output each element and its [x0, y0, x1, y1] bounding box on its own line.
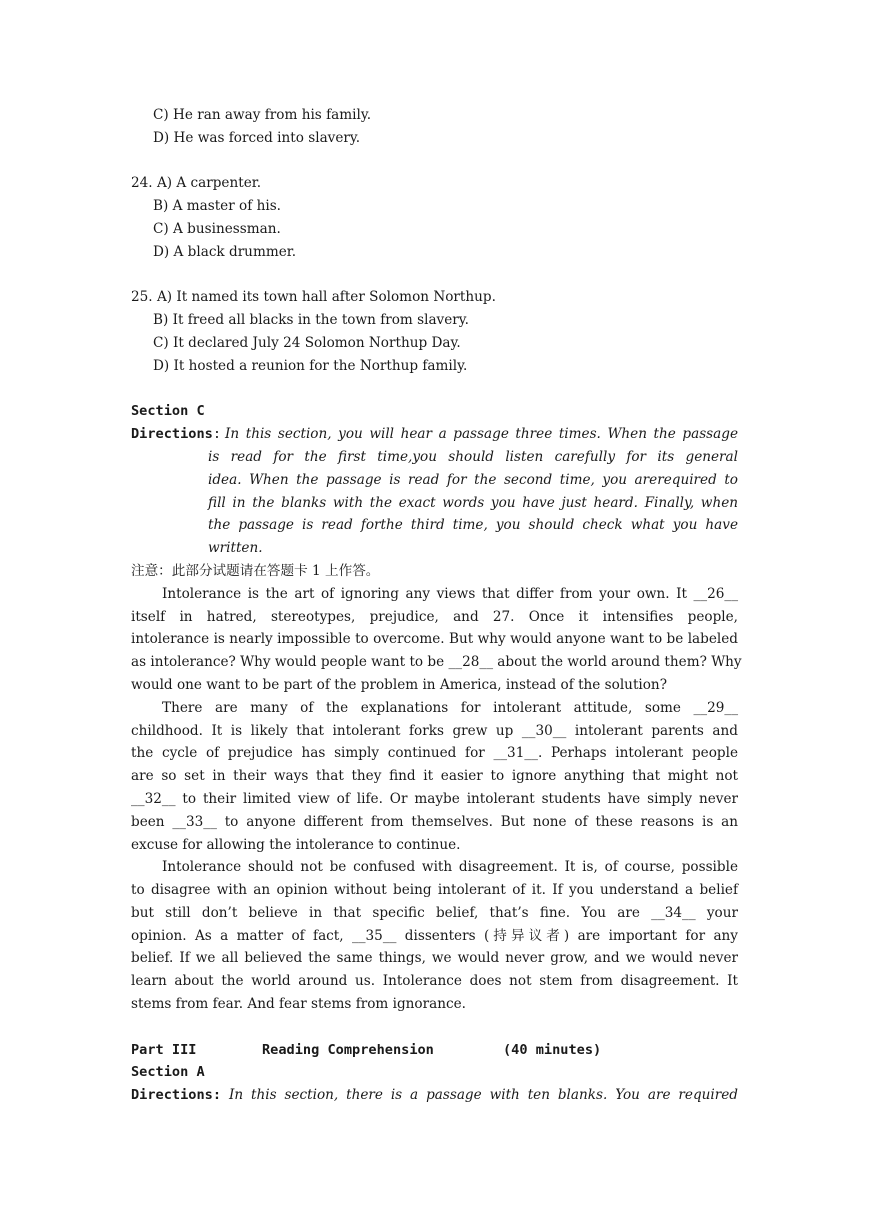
passage-line: itself in hatred, stereotypes, prejudice, and 27. Once it intensifies people,	[131, 608, 738, 625]
spacer	[131, 264, 738, 287]
passage-line: __32__ to their limited view of life. Or maybe intolerant students have simply never	[131, 790, 738, 807]
directions-continuation	[131, 446, 738, 560]
passage-line: learn about the world around us. Intolerance does not stem from disagreement. It	[131, 973, 738, 990]
passage-line: There are many of the explanations for intolerant attitude, some __29__	[162, 699, 738, 716]
directions-line: the passage is read forthe third time, you should check what you have	[208, 517, 738, 534]
q24-option-a: 24. A) A carpenter.	[131, 175, 262, 192]
section-a-directions	[131, 1084, 738, 1107]
directions-text	[221, 423, 738, 446]
q25-option-c: C) It declared July 24 Solomon Northup Day.	[153, 334, 461, 351]
q24-option-c: C) A businessman.	[153, 220, 281, 237]
passage-line: Intolerance is the art of ignoring any views that differ from your own. It __26__	[162, 585, 738, 602]
directions-text	[221, 1084, 738, 1107]
passage-line: stems from fear. And fear stems from ignorance.	[131, 996, 466, 1013]
passage-line: are so set in their ways that they find it easier to ignore anything that might not	[131, 768, 738, 785]
passage-line: but still don’t believe in that specific belief, that’s fine. You are __34__ your	[131, 904, 738, 921]
passage-line: opinion. As a matter of fact, __35__ dissenters (持异议者) are important for any	[131, 927, 738, 944]
passage-paragraph-3	[131, 856, 738, 1016]
q24-option-b: B) A master of his.	[153, 198, 281, 215]
q25-option-d: D) It hosted a reunion for the Northup family.	[153, 357, 468, 374]
section-c-directions	[131, 423, 738, 446]
directions-line: In this section, you will hear a passage three times. When the passage	[225, 426, 738, 443]
part-3-heading	[131, 1039, 738, 1062]
section-a-title: Section A	[131, 1064, 205, 1081]
spacer	[131, 1016, 738, 1039]
part-number: Part III	[131, 1041, 197, 1058]
q25-option-b: B) It freed all blacks in the town from slavery.	[153, 312, 469, 329]
directions-line: In this section, there is a passage with ten blanks. You are required	[229, 1087, 738, 1104]
directions-line: written.	[208, 540, 263, 557]
part-time: (40 minutes)	[503, 1041, 602, 1058]
section-c-title: Section C	[131, 403, 205, 420]
passage-line: Intolerance should not be confused with disagreement. It is, of course, possible	[162, 859, 738, 876]
passage-line: the cycle of prejudice has simply continued for __31__. Perhaps intolerant people	[131, 745, 738, 762]
directions-label: Directions:	[131, 426, 222, 443]
passage-line: excuse for allowing the intolerance to continue.	[131, 836, 461, 853]
passage-line: to disagree with an opinion without being intolerant of it. If you understand a belief	[131, 882, 738, 899]
passage-line: childhood. It is likely that intolerant forks grew up __30__ intolerant parents and	[131, 722, 738, 739]
passage-line: been __33__ to anyone different from themselves. But none of these reasons is an	[131, 813, 738, 830]
q23-option-c: C) He ran away from his family.	[153, 107, 372, 123]
directions-label: Directions:	[131, 1087, 222, 1104]
directions-line: is read for the first time,you should listen carefully for its general	[208, 448, 738, 465]
q25-option-a: 25. A) It named its town hall after Solomon Northup.	[131, 289, 496, 306]
answer-sheet-note: 注意：此部分试题请在答题卡 1 上作答。	[131, 562, 380, 579]
passage-line: would one want to be part of the problem in America, instead of the solution?	[131, 676, 667, 693]
part-name: Reading Comprehension	[262, 1041, 434, 1058]
directions-line: fill in the blanks with the exact words you have just heard. Finally, when	[208, 494, 738, 511]
spacer	[131, 150, 738, 173]
directions-line: idea. When the passage is read for the second time, you arerequired to	[208, 471, 738, 488]
exam-page	[131, 104, 742, 1107]
passage-line: belief. If we all believed the same things, we would never grow, and we would never	[131, 950, 738, 967]
passage-line: intolerance is nearly impossible to overcome. But why would anyone want to be labeled	[131, 631, 738, 648]
passage-paragraph-2	[131, 697, 738, 857]
q24-option-d: D) A black drummer.	[153, 243, 297, 260]
passage-paragraph-1	[131, 583, 742, 697]
passage-line: as intolerance? Why would people want to be __28__ about the world around them? Why	[131, 654, 742, 671]
spacer	[131, 378, 738, 401]
q23-option-d: D) He was forced into slavery.	[153, 129, 361, 146]
